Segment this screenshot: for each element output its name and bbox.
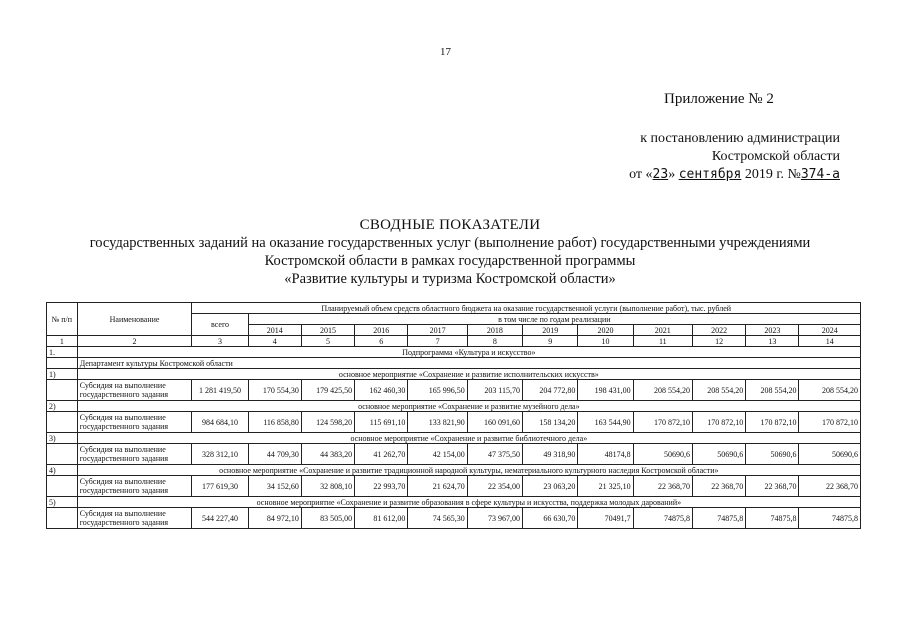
row-name: Субсидия на выполнение государственного задания xyxy=(77,508,192,529)
table-row xyxy=(47,476,861,497)
year-header: 2017 xyxy=(408,325,467,336)
empty-num-cell xyxy=(47,444,78,465)
value-cell: 44 709,30 xyxy=(248,444,301,465)
header-planned: Планируемый объем средств областного бюджета на оказание государственной услуги (выполнение работ), тыс. рублей xyxy=(192,303,861,314)
value-cell: 133 821,90 xyxy=(408,412,467,433)
empty-num-cell xyxy=(47,412,78,433)
value-cell: 50690,6 xyxy=(692,444,745,465)
value-cell: 74875,8 xyxy=(692,508,745,529)
year-header: 2020 xyxy=(578,325,633,336)
year-header: 2015 xyxy=(301,325,354,336)
value-cell: 170 872,10 xyxy=(799,412,861,433)
value-cell: 170 872,10 xyxy=(633,412,692,433)
value-cell: 158 134,20 xyxy=(523,412,578,433)
value-cell: 21 325,10 xyxy=(578,476,633,497)
row-name: Субсидия на выполнение государственного задания xyxy=(77,476,192,497)
value-cell: 198 431,00 xyxy=(578,380,633,401)
value-cell: 208 554,20 xyxy=(799,380,861,401)
value-cell: 22 368,70 xyxy=(633,476,692,497)
column-index: 11 xyxy=(633,336,692,347)
value-cell: 41 262,70 xyxy=(355,444,408,465)
value-cell: 22 368,70 xyxy=(799,476,861,497)
value-cell: 177 619,30 xyxy=(192,476,248,497)
column-index: 14 xyxy=(799,336,861,347)
column-index: 6 xyxy=(355,336,408,347)
decree-day: 23 xyxy=(652,167,669,182)
year-header: 2024 xyxy=(799,325,861,336)
indicators-table xyxy=(46,302,861,529)
value-cell: 162 460,30 xyxy=(355,380,408,401)
value-cell: 544 227,40 xyxy=(192,508,248,529)
empty-num-cell xyxy=(47,508,78,529)
value-cell: 160 091,60 xyxy=(467,412,522,433)
row-name: Субсидия на выполнение государственного задания xyxy=(77,412,192,433)
value-cell: 124 598,20 xyxy=(301,412,354,433)
value-cell: 74875,8 xyxy=(799,508,861,529)
value-cell: 34 152,60 xyxy=(248,476,301,497)
value-cell: 70491,7 xyxy=(578,508,633,529)
empty-num-cell xyxy=(47,476,78,497)
section-num: 3) xyxy=(47,433,78,444)
section-header-row xyxy=(47,497,861,508)
title-line1: СВОДНЫЕ ПОКАЗАТЕЛИ xyxy=(359,217,541,233)
value-cell: 208 554,20 xyxy=(633,380,692,401)
value-cell: 49 318,90 xyxy=(523,444,578,465)
decree-year: 2019 г. № xyxy=(741,167,801,182)
empty-num-cell xyxy=(47,380,78,401)
section-header-row xyxy=(47,369,861,380)
year-header: 2021 xyxy=(633,325,692,336)
value-cell: 21 624,70 xyxy=(408,476,467,497)
subprogram-title: Подпрограмма «Культура и искусство» xyxy=(77,347,860,358)
table-row xyxy=(47,508,861,529)
value-cell: 50690,6 xyxy=(633,444,692,465)
value-cell: 23 063,20 xyxy=(523,476,578,497)
section-header-row xyxy=(47,433,861,444)
row-name: Субсидия на выполнение государственного задания xyxy=(77,380,192,401)
value-cell: 984 684,10 xyxy=(192,412,248,433)
value-cell: 22 368,70 xyxy=(746,476,799,497)
section-num: 5) xyxy=(47,497,78,508)
year-header: 2014 xyxy=(248,325,301,336)
title-line2: государственных заданий на оказание государственных услуг (выполнение работ) государственными учреждениями xyxy=(89,235,811,251)
header-total: всего xyxy=(192,314,248,336)
column-index: 13 xyxy=(746,336,799,347)
value-cell: 170 554,30 xyxy=(248,380,301,401)
value-cell: 22 368,70 xyxy=(692,476,745,497)
section-num: 1) xyxy=(47,369,78,380)
value-cell: 204 772,80 xyxy=(523,380,578,401)
section-num: 4) xyxy=(47,465,78,476)
section-title: основное мероприятие «Сохранение и развитие исполнительских искусств» xyxy=(77,369,860,380)
header-name: Наименование xyxy=(77,303,192,336)
value-cell: 32 808,10 xyxy=(301,476,354,497)
year-header: 2019 xyxy=(523,325,578,336)
value-cell: 116 858,80 xyxy=(248,412,301,433)
year-header: 2023 xyxy=(746,325,799,336)
section-header-row xyxy=(47,401,861,412)
section-header-row xyxy=(47,465,861,476)
value-cell: 47 375,50 xyxy=(467,444,522,465)
decree-mid: » xyxy=(668,167,679,182)
section-title: основное мероприятие «Сохранение и развитие музейного дела» xyxy=(77,401,860,412)
subprogram-num: 1. xyxy=(47,347,78,358)
value-cell: 83 505,00 xyxy=(301,508,354,529)
value-cell: 73 967,00 xyxy=(467,508,522,529)
value-cell: 115 691,10 xyxy=(355,412,408,433)
value-cell: 170 872,10 xyxy=(692,412,745,433)
decree-date-line xyxy=(600,166,840,184)
value-cell: 208 554,20 xyxy=(692,380,745,401)
header-by-years: в том числе по годам реализации xyxy=(248,314,860,325)
value-cell: 74 565,30 xyxy=(408,508,467,529)
title-line3: Костромской области в рамках государственной программы xyxy=(264,253,636,269)
value-cell: 84 972,10 xyxy=(248,508,301,529)
appendix-label: Приложение № 2 xyxy=(664,91,774,107)
column-index: 8 xyxy=(467,336,522,347)
column-index: 4 xyxy=(248,336,301,347)
column-index: 12 xyxy=(692,336,745,347)
column-index: 3 xyxy=(192,336,248,347)
table-row xyxy=(47,412,861,433)
value-cell: 50690,6 xyxy=(799,444,861,465)
decree-number: 374-а xyxy=(800,167,840,182)
section-title: основное мероприятие «Сохранение и развитие библиотечного дела» xyxy=(77,433,860,444)
value-cell: 328 312,10 xyxy=(192,444,248,465)
decree-line1: к постановлению администрации xyxy=(640,131,840,146)
value-cell: 22 993,70 xyxy=(355,476,408,497)
document-title xyxy=(40,216,860,288)
section-title: основное мероприятие «Сохранение и развитие образования в сфере культуры и искусства, поддержка молодых дарований» xyxy=(77,497,860,508)
table-row xyxy=(47,444,861,465)
year-header: 2016 xyxy=(355,325,408,336)
value-cell: 74875,8 xyxy=(633,508,692,529)
column-index: 9 xyxy=(523,336,578,347)
department-title: Департамент культуры Костромской области xyxy=(77,358,860,369)
value-cell: 22 354,00 xyxy=(467,476,522,497)
page-number: 17 xyxy=(440,46,451,58)
header-num: № п/п xyxy=(47,303,78,336)
decree-month: сентября xyxy=(678,167,742,182)
year-header: 2018 xyxy=(467,325,522,336)
value-cell: 50690,6 xyxy=(746,444,799,465)
value-cell: 48174,8 xyxy=(578,444,633,465)
value-cell: 44 383,20 xyxy=(301,444,354,465)
row-name: Субсидия на выполнение государственного задания xyxy=(77,444,192,465)
section-title: основное мероприятие «Сохранение и развитие традиционной народной культуры, нематериального культурного наследия Костромской области» xyxy=(77,465,860,476)
value-cell: 81 612,00 xyxy=(355,508,408,529)
value-cell: 1 281 419,50 xyxy=(192,380,248,401)
column-index: 1 xyxy=(47,336,78,347)
decree-line2: Костромской области xyxy=(711,149,840,164)
value-cell: 74875,8 xyxy=(746,508,799,529)
column-index: 7 xyxy=(408,336,467,347)
value-cell: 42 154,00 xyxy=(408,444,467,465)
department-num-cell xyxy=(47,358,78,369)
value-cell: 208 554,20 xyxy=(746,380,799,401)
section-num: 2) xyxy=(47,401,78,412)
title-line4: «Развитие культуры и туризма Костромской области» xyxy=(284,271,616,287)
value-cell: 165 996,50 xyxy=(408,380,467,401)
column-index: 5 xyxy=(301,336,354,347)
table-row xyxy=(47,380,861,401)
value-cell: 179 425,50 xyxy=(301,380,354,401)
value-cell: 163 544,90 xyxy=(578,412,633,433)
decree-reference xyxy=(600,130,840,184)
value-cell: 170 872,10 xyxy=(746,412,799,433)
column-index: 2 xyxy=(77,336,192,347)
column-index: 10 xyxy=(578,336,633,347)
value-cell: 203 115,70 xyxy=(467,380,522,401)
decree-prefix: от « xyxy=(629,167,653,182)
year-header: 2022 xyxy=(692,325,745,336)
value-cell: 66 630,70 xyxy=(523,508,578,529)
